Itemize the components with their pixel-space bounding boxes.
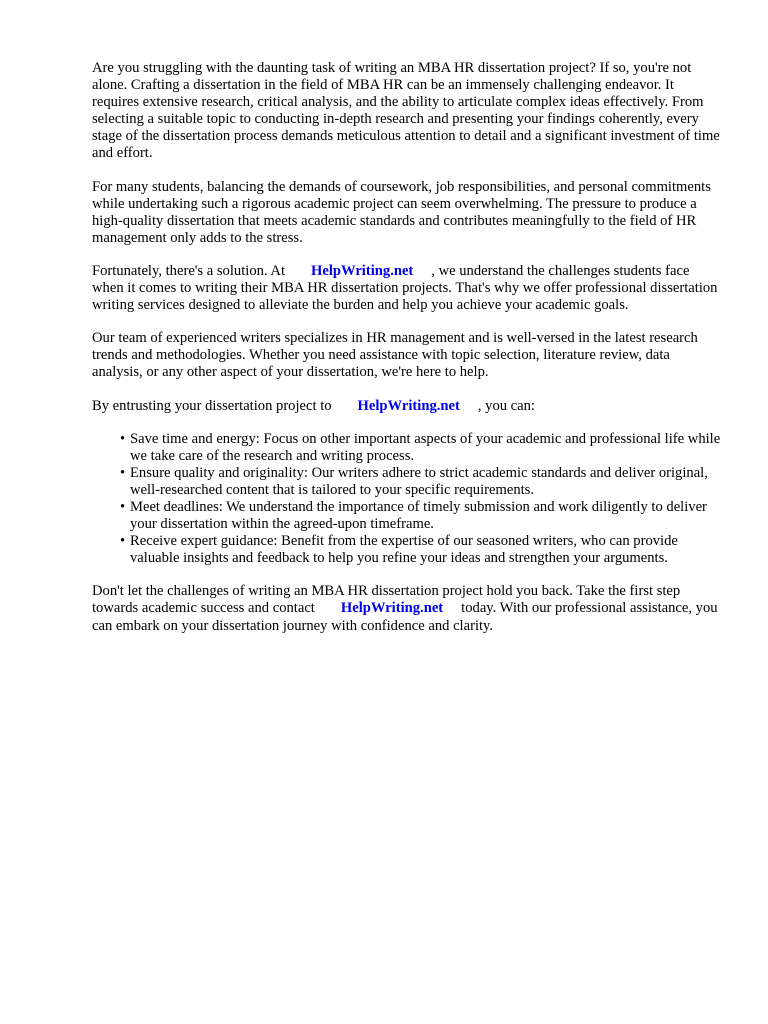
- list-item-text: Ensure quality and originality: Our writers adhere to strict academic standards and deliver original, well-researched content that is tailored to your specific requirements.: [130, 464, 708, 498]
- helpwriting-link-3[interactable]: HelpWriting.net: [340, 600, 444, 617]
- solution-text-before: Fortunately, there's a solution. At: [92, 262, 285, 279]
- solution-text-after: , we understand the challenges students face when it comes to writing their MBA HR dissertation projects. That's why we offer professional dissertation writing services designed to alleviate the burden and help you achieve your academic goals.: [92, 262, 718, 314]
- bullet-icon: •: [120, 498, 126, 515]
- document-page: [92, 60, 722, 651]
- helpwriting-link-1[interactable]: HelpWriting.net: [311, 262, 414, 279]
- entrust-text-before: By entrusting your dissertation project to: [92, 397, 332, 414]
- solution-paragraph: [92, 263, 722, 314]
- list-item: [120, 498, 722, 533]
- benefits-list: [92, 431, 722, 568]
- challenges-paragraph: For many students, balancing the demands of coursework, job responsibilities, and personal commitments while undertaking such a rigorous academic project can seem overwhelming. The pressure to produce a high-quality dissertation that meets academic standards and contributes meaningfully to the field of HR management only adds to the stress.: [92, 178, 711, 246]
- list-item-text: Meet deadlines: We understand the importance of timely submission and work diligently to deliver your dissertation within the agreed-upon timeframe.: [130, 498, 707, 533]
- closing-text-before: Don't let the challenges of writing an MBA HR dissertation project hold you back. Take the first step towards academic success and contact: [92, 583, 681, 617]
- entrust-text-after: , you can:: [477, 397, 535, 414]
- list-item-text: Receive expert guidance: Benefit from the expertise of our seasoned writers, who can provide valuable insights and feedback to help you refine your ideas and strengthen your arguments.: [130, 533, 678, 567]
- helpwriting-link-2[interactable]: HelpWriting.net: [357, 397, 460, 414]
- bullet-icon: •: [120, 533, 126, 550]
- closing-paragraph: [92, 583, 722, 634]
- bullet-icon: •: [120, 430, 126, 447]
- list-item-text: Save time and energy: Focus on other important aspects of your academic and professional life while we take care of the research and writing process.: [130, 430, 721, 464]
- list-item: [120, 533, 722, 567]
- closing-text-after: today. With our professional assistance, you can embark on your dissertation journey with confidence and clarity.: [92, 600, 718, 634]
- intro-paragraph: Are you struggling with the daunting task of writing an MBA HR dissertation project? If so, you're not alone. Crafting a dissertation in the field of MBA HR can be an immensely challenging endeavor. It requires extensive research, critical analysis, and the ability to articulate complex ideas effectively. From selecting a suitable topic to conducting in-depth research and presenting your findings coherently, every stage of the dissertation process demands meticulous attention to detail and a significant investment of time and effort.: [92, 60, 720, 162]
- team-paragraph: Our team of experienced writers specializes in HR management and is well-versed in the latest research trends and methodologies. Whether you need assistance with topic selection, literature review, data analysis, or any other aspect of your dissertation, we're here to help.: [92, 330, 698, 381]
- entrust-paragraph: [92, 398, 722, 415]
- list-item: [120, 464, 722, 499]
- bullet-icon: •: [120, 464, 126, 481]
- list-item: [120, 430, 722, 465]
